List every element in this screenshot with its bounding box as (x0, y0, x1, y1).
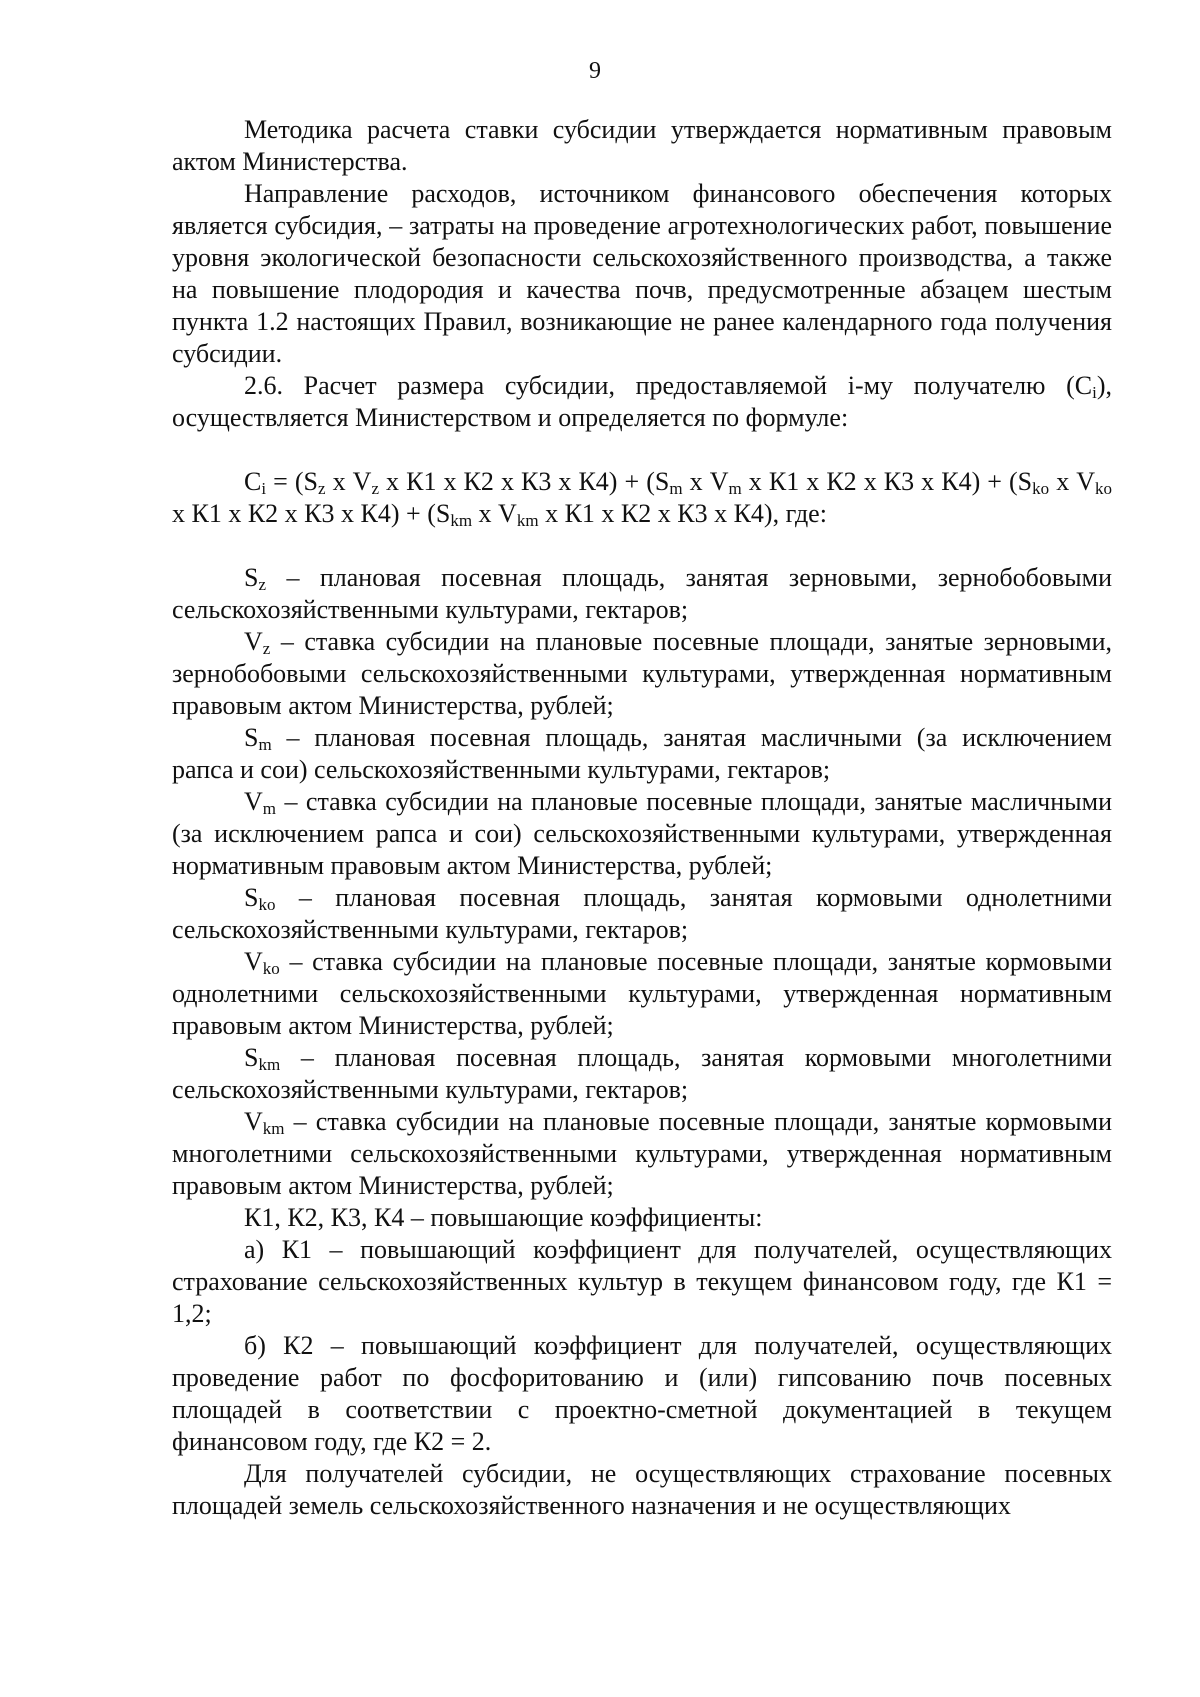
def-subscript: z (258, 575, 267, 594)
formula-sub: ko (1095, 479, 1113, 498)
paragraph-methodology: Методика расчета ставки субсидии утверждается нормативным правовым актом Министерства. (172, 115, 1112, 176)
definition-sm (172, 722, 1112, 786)
def-subscript: km (258, 1055, 281, 1074)
def-symbol: S (244, 723, 259, 752)
definition-skm (172, 1042, 1112, 1106)
def-subscript: m (262, 799, 277, 818)
definition-vm (172, 786, 1112, 882)
formula-part: х К1 х К2 х К3 х К4) + (S (172, 499, 451, 528)
def-subscript: ko (262, 959, 280, 978)
formula-part: х К1 х К2 х К3 х К4) + (S (378, 467, 670, 496)
def-text: – плановая посевная площадь, занятая кормовыми многолетними сельскохозяйственными культурами, гектаров; (172, 1043, 1112, 1104)
formula-part: х К1 х К2 х К3 х К4), где: (538, 499, 827, 528)
def-text: – плановая посевная площадь, занятая зерновыми, зернобобовыми сельскохозяйственными культурами, гектаров; (172, 563, 1112, 624)
coefficients-heading: К1, К2, К3, К4 – повышающие коэффициенты: (244, 1203, 763, 1232)
def-text: – ставка субсидии на плановые посевные площади, занятые масличными (за исключением рапса и сои) сельскохозяйственными культурами, утвержденная нормативным правовым актом Министерства, рублей; (172, 787, 1112, 880)
def-symbol: V (244, 787, 263, 816)
paragraph-2-6 (172, 370, 1112, 434)
formula-part: х V (682, 467, 729, 496)
def-symbol: S (244, 883, 259, 912)
formula-lhs: C (244, 467, 262, 496)
def-text: – плановая посевная площадь, занятая масличными (за исключением рапса и сои) сельскохозяйственными культурами, гектаров; (172, 723, 1112, 784)
paragraph-2-6-text-a: 2.6. Расчет размера субсидии, предоставляемой i-му получателю (C (244, 371, 1093, 400)
def-text: – плановая посевная площадь, занятая кормовыми однолетними сельскохозяйственными культурами, гектаров; (172, 883, 1112, 944)
definition-sz (172, 562, 1112, 626)
definition-vko (172, 946, 1112, 1042)
formula-sub: m (728, 479, 742, 498)
formula-sub: km (450, 511, 473, 530)
document-body (172, 114, 1112, 1522)
def-symbol: V (244, 947, 263, 976)
formula-sub: km (516, 511, 539, 530)
def-symbol: V (244, 1107, 263, 1136)
coefficient-k2: б) К2 – повышающий коэффициент для получателей, осуществляющих проведение работ по фосфоритованию и (или) гипсованию почв посевных площадей в соответствии с проектно-сметной документацией в текущем финансовом году, где К2 = 2. (172, 1331, 1112, 1456)
paragraph-non-insured: Для получателей субсидии, не осуществляющих страхование посевных площадей земель сельскохозяйственного назначения и не осуществляющих (172, 1459, 1112, 1520)
formula-sub: z (317, 479, 326, 498)
def-symbol: V (244, 627, 263, 656)
def-symbol: S (244, 563, 259, 592)
formula-sub: m (669, 479, 683, 498)
formula-sub: ko (1032, 479, 1050, 498)
paragraph-expenses: Направление расходов, источником финансового обеспечения которых является субсидия, – затраты на проведение агротехнологических работ, повышение уровня экологической безопасности сельскохозяйственного производства, а также на повышение плодородия и качества почв, предусмотренные абзацем шестым пункта 1.2 настоящих Правил, возникающие не ранее календарного года получения субсидии. (172, 179, 1112, 368)
definition-sko (172, 882, 1112, 946)
formula-part: х V (1049, 467, 1096, 496)
def-text: – ставка субсидии на плановые посевные площади, занятые зерновыми, зернобобовыми сельскохозяйственными культурами, утвержденная нормативным правовым актом Министерства, рублей; (172, 627, 1112, 720)
def-subscript: km (262, 1119, 285, 1138)
formula-part: х К1 х К2 х К3 х К4) + (S (741, 467, 1033, 496)
def-symbol: S (244, 1043, 259, 1072)
coefficient-k1: а) К1 – повышающий коэффициент для получателей, осуществляющих страхование сельскохозяйственных культур в текущем финансовом году, где К1 = 1,2; (172, 1235, 1112, 1328)
def-text: – ставка субсидии на плановые посевные площади, занятые кормовыми однолетними сельскохозяйственными культурами, утвержденная нормативным правовым актом Министерства, рублей; (172, 947, 1112, 1040)
formula-sub: z (371, 479, 379, 498)
page-number: 9 (589, 58, 601, 84)
formula-part: х V (325, 467, 372, 496)
formula-part: х V (472, 499, 517, 528)
definition-vz (172, 626, 1112, 722)
paragraph-2-6-subscript: i (1092, 383, 1097, 402)
paragraph-2-6-text-b: ), осуществляется Министерством и определяется по формуле: (172, 371, 1112, 432)
formula-lhs-sub: i (261, 479, 267, 498)
subsidy-formula (172, 466, 1112, 530)
def-text: – ставка субсидии на плановые посевные площади, занятые кормовыми многолетними сельскохозяйственными культурами, утвержденная нормативным правовым актом Министерства, рублей; (172, 1107, 1112, 1200)
def-subscript: ko (258, 895, 276, 914)
def-subscript: z (262, 639, 271, 658)
formula-part: = (S (266, 467, 318, 496)
definition-vkm (172, 1106, 1112, 1202)
def-subscript: m (258, 735, 272, 754)
